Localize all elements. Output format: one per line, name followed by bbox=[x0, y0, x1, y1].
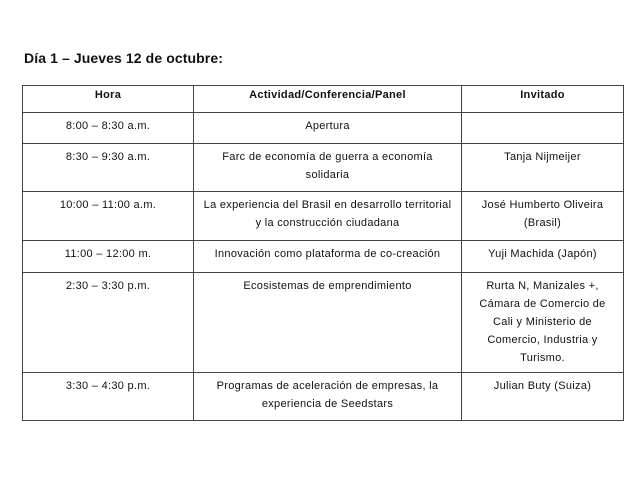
column-header-actividad: Actividad/Conferencia/Panel bbox=[194, 86, 462, 113]
table-row bbox=[23, 273, 624, 373]
cell-actividad: Apertura bbox=[194, 113, 462, 144]
cell-actividad: Programas de aceleración de empresas, la experiencia de Seedstars bbox=[194, 373, 462, 421]
cell-hora: 10:00 – 11:00 a.m. bbox=[23, 192, 194, 241]
cell-invitado: Tanja Nijmeijer bbox=[462, 144, 624, 192]
cell-actividad: La experiencia del Brasil en desarrollo territorial y la construcción ciudadana bbox=[194, 192, 462, 241]
cell-invitado: Yuji Machida (Japón) bbox=[462, 241, 624, 273]
cell-invitado: Julian Buty (Suiza) bbox=[462, 373, 624, 421]
cell-invitado: Rurta N, Manizales +, Cámara de Comercio de Cali y Ministerio de Comercio, Industria y Turismo. bbox=[462, 273, 624, 373]
cell-actividad: Ecosistemas de emprendimiento bbox=[194, 273, 462, 373]
cell-hora: 11:00 – 12:00 m. bbox=[23, 241, 194, 273]
cell-actividad: Innovación como plataforma de co-creación bbox=[194, 241, 462, 273]
cell-hora: 8:00 – 8:30 a.m. bbox=[23, 113, 194, 144]
cell-invitado bbox=[462, 113, 624, 144]
table-row bbox=[23, 241, 624, 273]
cell-hora: 2:30 – 3:30 p.m. bbox=[23, 273, 194, 373]
table-row bbox=[23, 192, 624, 241]
table-row bbox=[23, 113, 624, 144]
cell-invitado: José Humberto Oliveira (Brasil) bbox=[462, 192, 624, 241]
column-header-invitado: Invitado bbox=[462, 86, 624, 113]
page-title: Día 1 – Jueves 12 de octubre: bbox=[24, 50, 223, 66]
cell-hora: 3:30 – 4:30 p.m. bbox=[23, 373, 194, 421]
table-header-row bbox=[23, 86, 624, 113]
cell-hora: 8:30 – 9:30 a.m. bbox=[23, 144, 194, 192]
column-header-hora: Hora bbox=[23, 86, 194, 113]
table-row bbox=[23, 373, 624, 421]
table-row bbox=[23, 144, 624, 192]
schedule-table bbox=[22, 85, 624, 421]
cell-actividad: Farc de economía de guerra a economía solidaria bbox=[194, 144, 462, 192]
